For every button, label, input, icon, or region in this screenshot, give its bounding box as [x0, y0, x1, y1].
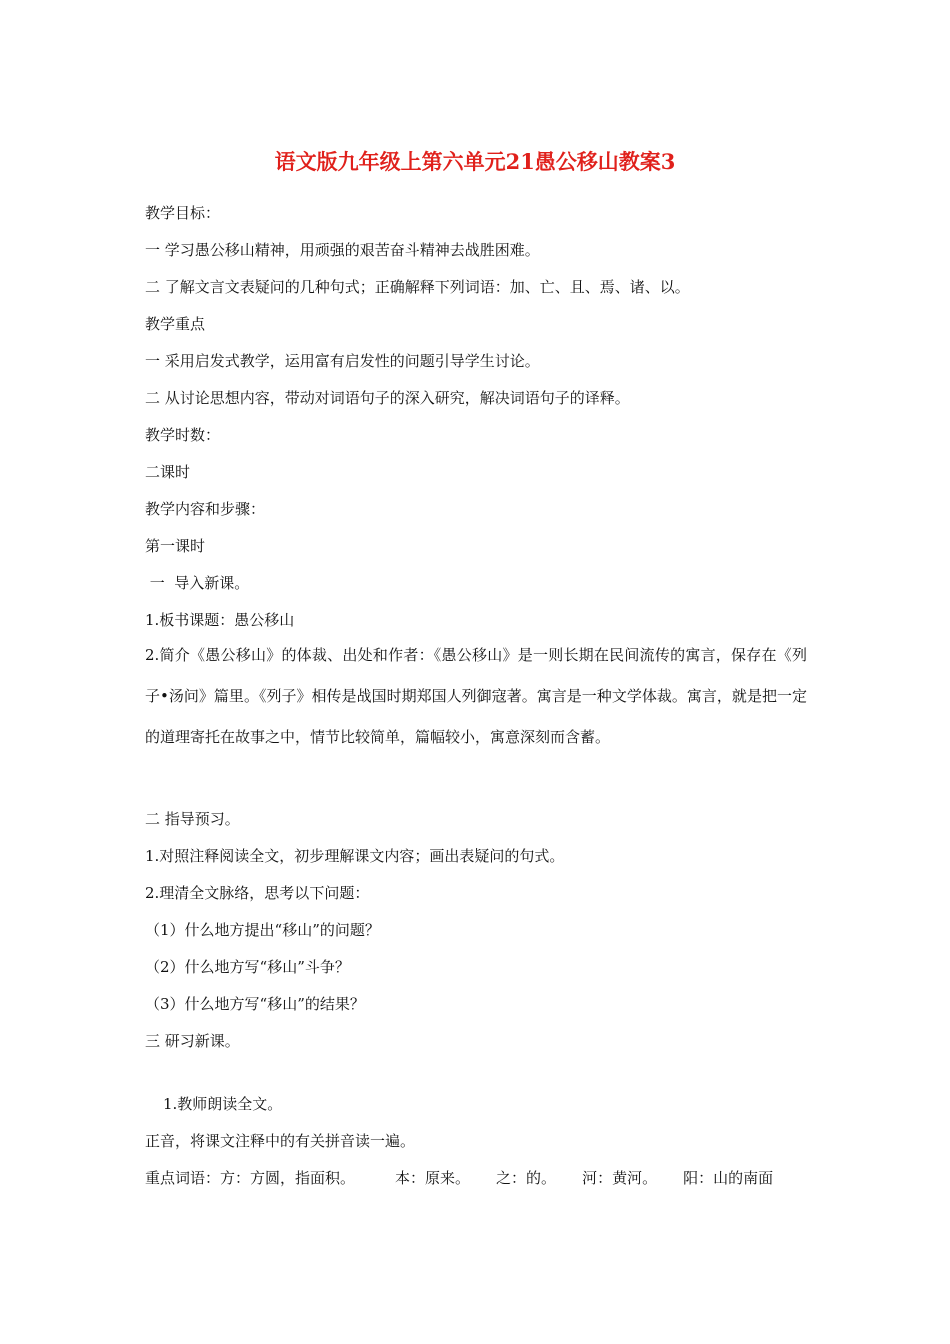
step-study-item-1: 1.教师朗读全文。: [163, 1095, 283, 1113]
vocab-label: 重点词语：: [145, 1169, 221, 1187]
vocab-item-5: 阳：山的南面: [683, 1169, 774, 1187]
step-preview-item-2: 2.理清全文脉络，思考以下问题：: [145, 884, 370, 902]
section-heading-objectives: 教学目标：: [145, 204, 221, 222]
document-title: 语文版九年级上第六单元21愚公移山教案3: [274, 149, 676, 174]
question-item-3: （3）什么地方写“移山”的结果？: [145, 995, 365, 1013]
lesson-one-heading: 第一课时: [145, 537, 206, 555]
vocab-item-4: 河：黄河。: [582, 1169, 658, 1187]
question-item-2: （2）什么地方写“移山”斗争？: [145, 958, 350, 976]
pronunciation-note: 正音，将课文注释中的有关拼音读一遍。: [145, 1132, 416, 1150]
key-point-item-1: 一 采用启发式教学，运用富有启发性的问题引导学生讨论。: [145, 352, 540, 370]
key-vocabulary-line: [145, 1168, 773, 1188]
section-heading-hours: 教学时数：: [145, 426, 221, 444]
vocab-item-2: 本：原来。: [395, 1169, 471, 1187]
step-intro-item-1: 1.板书课题：愚公移山: [145, 611, 295, 629]
section-heading-key-points: 教学重点: [145, 315, 206, 333]
step-preview-item-1: 1.对照注释阅读全文，初步理解课文内容；画出表疑问的句式。: [145, 847, 565, 865]
hours-value: 二课时: [145, 463, 191, 481]
step-preview-heading: 二 指导预习。: [145, 810, 240, 828]
step-intro-item-2-paragraph: 2.简介《愚公移山》的体裁、出处和作者：《愚公移山》是一则长期在民间流传的寓言，保存在《列子•汤问》篇里。《列子》相传是战国时期郑国人列御寇著。寓言是一种文学体裁。寓言，就是把一定的道理寄托在故事之中，情节比较简单，篇幅较小，寓意深刻而含蓄。: [145, 646, 807, 746]
objective-item-2: 二 了解文言文表疑问的几种句式；正确解释下列词语：加、亡、且、焉、诸、以。: [145, 278, 690, 296]
objective-item-1: 一 学习愚公移山精神，用顽强的艰苦奋斗精神去战胜困难。: [145, 241, 540, 259]
step-intro-heading: 一 导入新课。: [145, 574, 250, 592]
vocab-item-1: 方：方圆，指面积。: [220, 1169, 356, 1187]
step-study-heading: 三 研习新课。: [145, 1032, 240, 1050]
key-point-item-2: 二 从讨论思想内容，带动对词语句子的深入研究，解决词语句子的译释。: [145, 389, 630, 407]
vocab-item-3: 之：的。: [496, 1169, 557, 1187]
section-heading-steps: 教学内容和步骤：: [145, 500, 266, 518]
question-item-1: （1）什么地方提出“移山”的问题？: [145, 921, 380, 939]
